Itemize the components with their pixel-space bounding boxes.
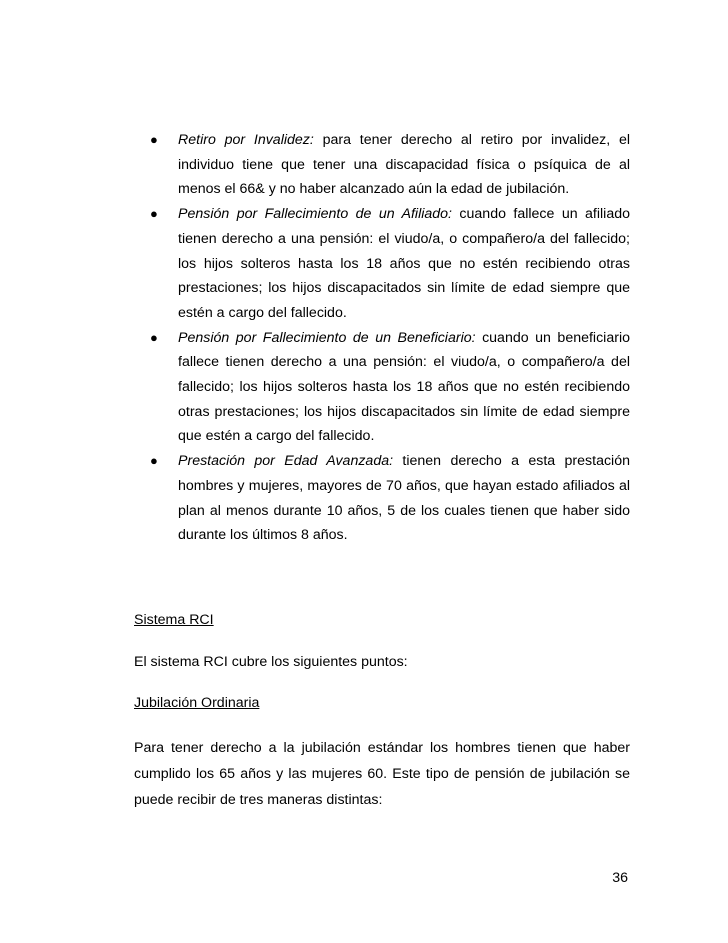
bullet-term: Prestación por Edad Avanzada: bbox=[178, 453, 394, 470]
bullet-item-pension-beneficiario bbox=[130, 326, 630, 450]
bullet-icon: ● bbox=[150, 206, 158, 222]
benefits-bullet-list bbox=[130, 128, 630, 548]
bullet-icon: ● bbox=[150, 132, 158, 147]
bullet-term: Retiro por Invalidez: bbox=[178, 132, 314, 148]
bullet-text: cuando un beneficiario fallece tienen derecho a una pensión: el viudo/a, o compañero/a del fallecido; los hijos solteros hasta los 18 años que no estén recibiendo otras prestaciones; los hijos discapacitados sin límite de edad siempre que estén a cargo del fallecido. bbox=[178, 329, 630, 445]
jubilacion-ordinaria-paragraph: Para tener derecho a la jubilación estándar los hombres tienen que haber cumplido los 65 años y las mujeres 60. Este tipo de pensión de jubilación se puede recibir de tres maneras distintas: bbox=[134, 740, 630, 808]
bullet-icon: ● bbox=[150, 329, 158, 345]
sistema-rci-heading: Sistema RCI bbox=[134, 612, 214, 628]
bullet-term: Pensión por Fallecimiento de un Afiliado: bbox=[178, 206, 452, 223]
bullet-text: para tener derecho al retiro por invalidez, el individuo tiene que tener una discapacidad física o psíquica de al menos el 66& y no haber alcanzado aún la edad de jubilación. bbox=[178, 132, 631, 198]
bullet-item-retiro-invalidez bbox=[130, 128, 630, 202]
bullet-icon: ● bbox=[150, 453, 158, 469]
bullet-text: cuando fallece un afiliado tienen derecho a una pensión: el viudo/a, o compañero/a del fallecido; los hijos solteros hasta los 18 años que no estén recibiendo otras prestaciones; los hijos discapacitados sin límite de edad siempre que estén a cargo del fallecido. bbox=[178, 206, 630, 321]
bullet-text: tienen derecho a esta prestación hombres y mujeres, mayores de 70 años, que hayan estado afiliados al plan al menos durante 10 años, 5 de los cuales tienen que haber sido durante los últimos 8 años. bbox=[178, 453, 630, 544]
page-number: 36 bbox=[612, 870, 628, 886]
bullet-term: Pensión por Fallecimiento de un Beneficiario: bbox=[178, 329, 476, 346]
bullet-item-edad-avanzada bbox=[130, 449, 630, 548]
jubilacion-ordinaria-heading: Jubilación Ordinaria bbox=[134, 695, 260, 711]
sistema-rci-intro: El sistema RCI cubre los siguientes puntos: bbox=[134, 654, 408, 670]
bullet-item-pension-afiliado bbox=[130, 202, 630, 326]
